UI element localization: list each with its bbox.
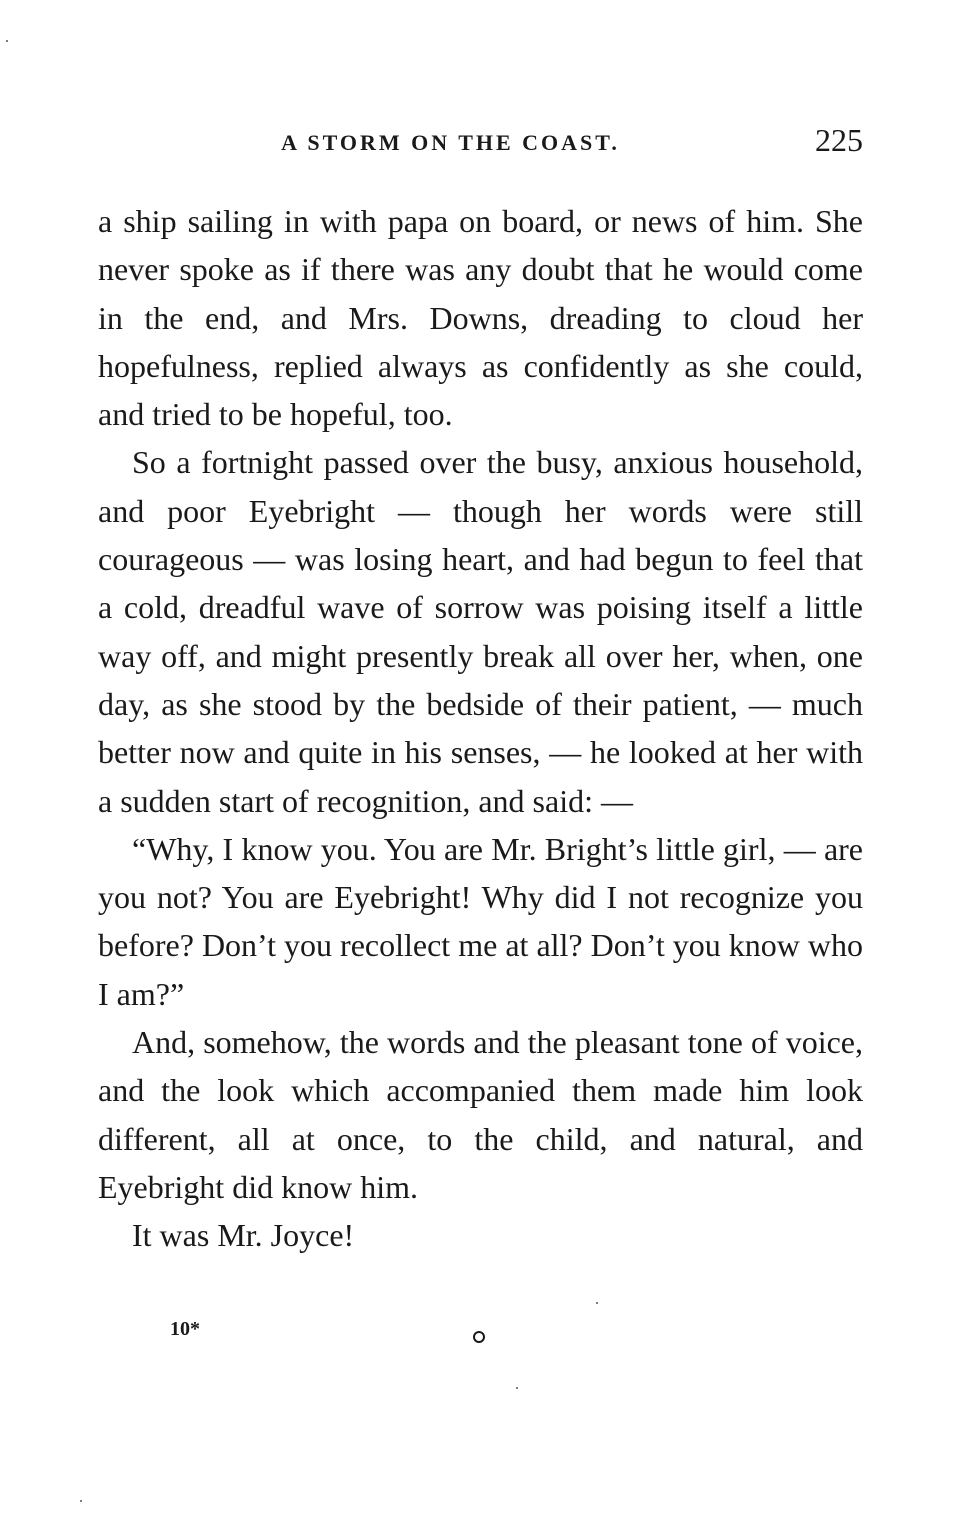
paper-speck	[596, 1302, 598, 1304]
paragraph: It was Mr. Joyce!	[132, 1217, 355, 1254]
paper-speck	[516, 1387, 518, 1389]
body-text	[98, 197, 863, 1260]
paragraph: a ship sailing in with papa on board, or news of him. She never spoke as if there was any doubt that he would come in the end, and Mrs. Downs, dreading to cloud her hopefulness, replied always as confidently as she could, and tried to be hopeful, too.	[98, 203, 863, 433]
running-title: A STORM ON THE COAST.	[281, 130, 620, 155]
paragraph: “Why, I know you. You are Mr. Bright’s little girl, — are you not? You are Eyebright! Why did I not recognize you before? Don’t you recollect me at all? Don’t you know who I am?”	[98, 830, 863, 1012]
paper-speck	[6, 40, 8, 42]
page-number: 225	[815, 122, 863, 158]
paper-speck	[80, 1500, 82, 1502]
paragraph: So a fortnight passed over the busy, anxious household, and poor Eyebright — though her words were still courageous — was losing heart, and had begun to feel that a cold, dreadful wave of sorrow was poising itself a little way off, and might presently break all over her, when, one day, as she stood by the bedside of their patient, — much better now and quite in his senses, — he looked at her with a sudden start of recognition, and said: —	[98, 444, 863, 819]
running-header	[98, 120, 863, 166]
signature-mark: 10*	[170, 1318, 200, 1340]
paragraph: And, somehow, the words and the pleasant tone of voice, and the look which accompanied them made him look different, all at once, to the child, and natural, and Eyebright did know him.	[98, 1024, 863, 1205]
printer-ornament-icon	[473, 1331, 485, 1343]
